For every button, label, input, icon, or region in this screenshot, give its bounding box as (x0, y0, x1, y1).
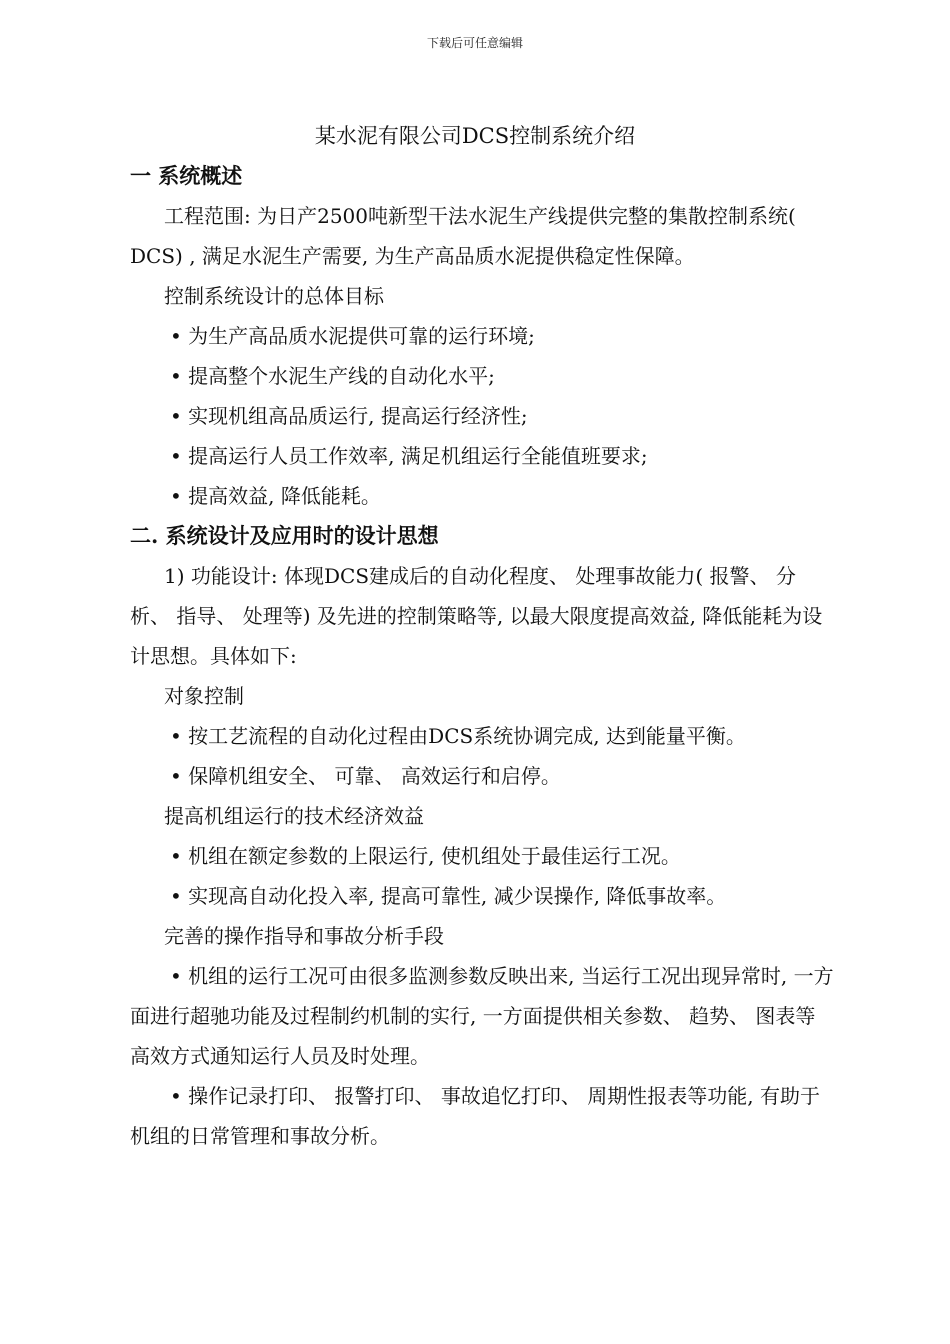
goal-title: 控制系统设计的总体目标 (164, 284, 384, 308)
goal-item: • 实现机组高品质运行, 提高运行经济性; (170, 404, 528, 428)
economy-title: 提高机组运行的技术经济效益 (164, 804, 424, 828)
goal-item: • 提高运行人员工作效率, 满足机组运行全能值班要求; (170, 444, 648, 468)
header-note: 下载后可任意编辑 (426, 36, 523, 50)
object-control-title: 对象控制 (164, 684, 244, 708)
goal-item: • 为生产高品质水泥提供可靠的运行环境; (170, 324, 535, 348)
function-design-paragraph: 1) 功能设计: 体现DCS建成后的自动化程度、 处理事故能力( 报警、 分析、 指导、 处理等) 及先进的控制策略等, 以最大限度提高效益, 降低能耗为设计思想。具体如下: (130, 564, 823, 668)
operation-guide-item: • 机组的运行工况可由很多监测参数反映出来, 当运行工况出现异常时, 一方面进行超驰功能及过程制约机制的实行, 一方面提供相关参数、 趋势、 图表等高效方式通知运行人员及时处理。 (130, 964, 834, 1068)
object-control-item: • 保障机组安全、 可靠、 高效运行和启停。 (170, 764, 561, 788)
goal-item: • 提高整个水泥生产线的自动化水平; (170, 364, 495, 388)
operation-guide-title: 完善的操作指导和事故分析手段 (164, 924, 444, 948)
document-title: 某水泥有限公司DCS控制系统介绍 (314, 124, 636, 148)
object-control-item: • 按工艺流程的自动化过程由DCS系统协调完成, 达到能量平衡。 (170, 724, 746, 748)
section-2-heading: 二. 系统设计及应用时的设计思想 (130, 523, 439, 548)
operation-guide-item: • 操作记录打印、 报警打印、 事故追忆打印、 周期性报表等功能, 有助于机组的日常管理和事故分析。 (130, 1084, 820, 1148)
scope-paragraph: 工程范围: 为日产2500吨新型干法水泥生产线提供完整的集散控制系统( DCS) , 满足水泥生产需要, 为生产高品质水泥提供稳定性保障。 (130, 204, 796, 268)
section-1-heading: 一 系统概述 (130, 163, 243, 188)
economy-item: • 机组在额定参数的上限运行, 使机组处于最佳运行工况。 (170, 844, 681, 868)
economy-item: • 实现高自动化投入率, 提高可靠性, 减少误操作, 降低事故率。 (170, 884, 727, 908)
goal-item: • 提高效益, 降低能耗。 (170, 484, 381, 508)
document-body (130, 156, 835, 1156)
